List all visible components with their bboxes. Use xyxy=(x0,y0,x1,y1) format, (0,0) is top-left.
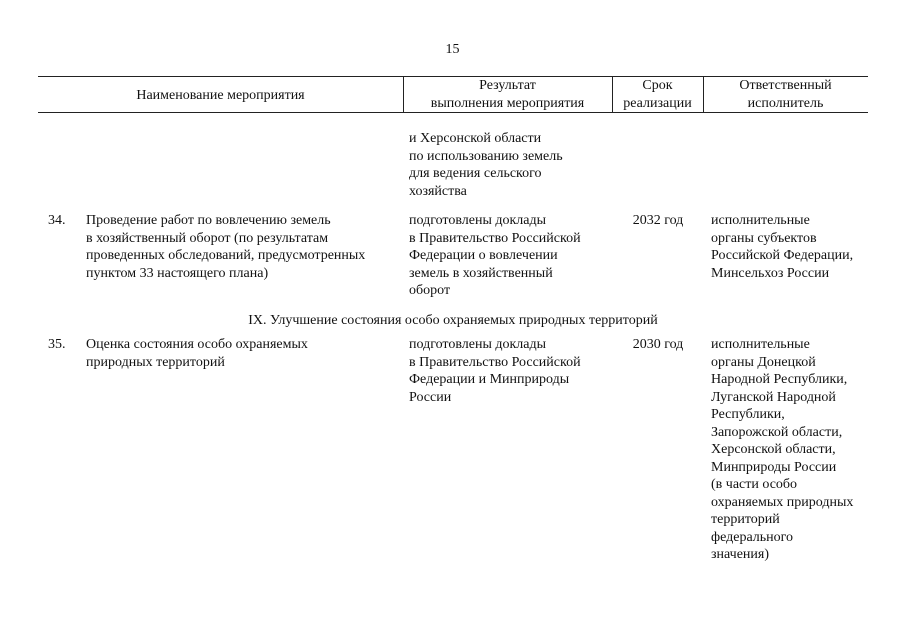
header-term-line: Срок xyxy=(642,78,673,93)
header-name: Наименование мероприятия xyxy=(136,88,305,103)
result-line: оборот xyxy=(409,283,451,298)
header-result-line: выполнения мероприятия xyxy=(430,95,585,111)
name-line: в хозяйственный оборот (по результатам xyxy=(86,230,329,246)
row-result xyxy=(409,336,614,406)
responsible-line: Минсельхоз России xyxy=(711,265,830,281)
result-line: подготовлены доклады xyxy=(409,337,547,352)
row-number: 35. xyxy=(48,337,66,352)
header-bottom-rule xyxy=(38,112,868,113)
responsible-line: Российской Федерации, xyxy=(711,248,854,263)
responsible-line: Запорожской области, xyxy=(711,424,843,440)
name-line: Проведение работ по вовлечению земель xyxy=(86,213,331,228)
row-responsible xyxy=(711,336,876,564)
header-responsible xyxy=(703,77,868,112)
responsible-line: (в части особо xyxy=(711,477,798,492)
name-line: Оценка состояния особо охраняемых xyxy=(86,337,308,352)
responsible-line: охраняемых природных xyxy=(711,494,854,510)
responsible-line: Херсонской области, xyxy=(711,442,836,457)
result-line: в Правительство Российской xyxy=(409,230,581,246)
responsible-line: Народной Республики, xyxy=(711,372,848,387)
result-line: подготовлены доклады xyxy=(409,213,547,228)
responsible-line: значения) xyxy=(711,547,770,562)
result-line: по использованию земель xyxy=(409,148,563,164)
continuation-result xyxy=(409,130,614,200)
row-name xyxy=(86,336,398,371)
responsible-line: исполнительные xyxy=(711,337,810,352)
page-number: 15 xyxy=(445,42,460,57)
responsible-line: Минприроды России xyxy=(711,459,837,475)
responsible-line: органы Донецкой xyxy=(711,354,816,370)
result-line: и Херсонской области xyxy=(409,131,542,146)
row-name xyxy=(86,212,398,282)
section-heading: IX. Улучшение состояния особо охраняемых природных территорий xyxy=(248,313,658,328)
result-line: земель в хозяйственный xyxy=(409,265,553,281)
header-result xyxy=(403,77,612,112)
header-term xyxy=(612,77,703,112)
name-line: природных территорий xyxy=(86,354,225,370)
header-responsible-line: Ответственный xyxy=(739,78,832,93)
name-line: пунктом 33 настоящего плана) xyxy=(86,265,269,281)
result-line: Федерации о вовлечении xyxy=(409,248,558,263)
result-line: хозяйства xyxy=(409,183,467,199)
row-responsible xyxy=(711,212,876,282)
row-number: 34. xyxy=(48,213,66,228)
responsible-line: территорий xyxy=(711,512,780,527)
header-term-line: реализации xyxy=(623,95,692,111)
result-line: в Правительство Российской xyxy=(409,354,581,370)
responsible-line: федерального xyxy=(711,529,794,545)
responsible-line: исполнительные xyxy=(711,213,810,228)
row-term: 2032 год xyxy=(632,213,684,228)
row-term: 2030 год xyxy=(632,337,684,352)
result-line: для ведения сельского xyxy=(409,166,542,181)
responsible-line: Луганской Народной xyxy=(711,389,836,405)
responsible-line: Республики, xyxy=(711,407,785,422)
result-line: Федерации и Минприроды xyxy=(409,372,570,387)
header-result-line: Результат xyxy=(479,78,536,93)
header-responsible-line: исполнитель xyxy=(747,95,824,111)
responsible-line: органы субъектов xyxy=(711,230,817,246)
name-line: проведенных обследований, предусмотренных xyxy=(86,248,366,263)
row-result xyxy=(409,212,614,300)
result-line: России xyxy=(409,389,452,405)
